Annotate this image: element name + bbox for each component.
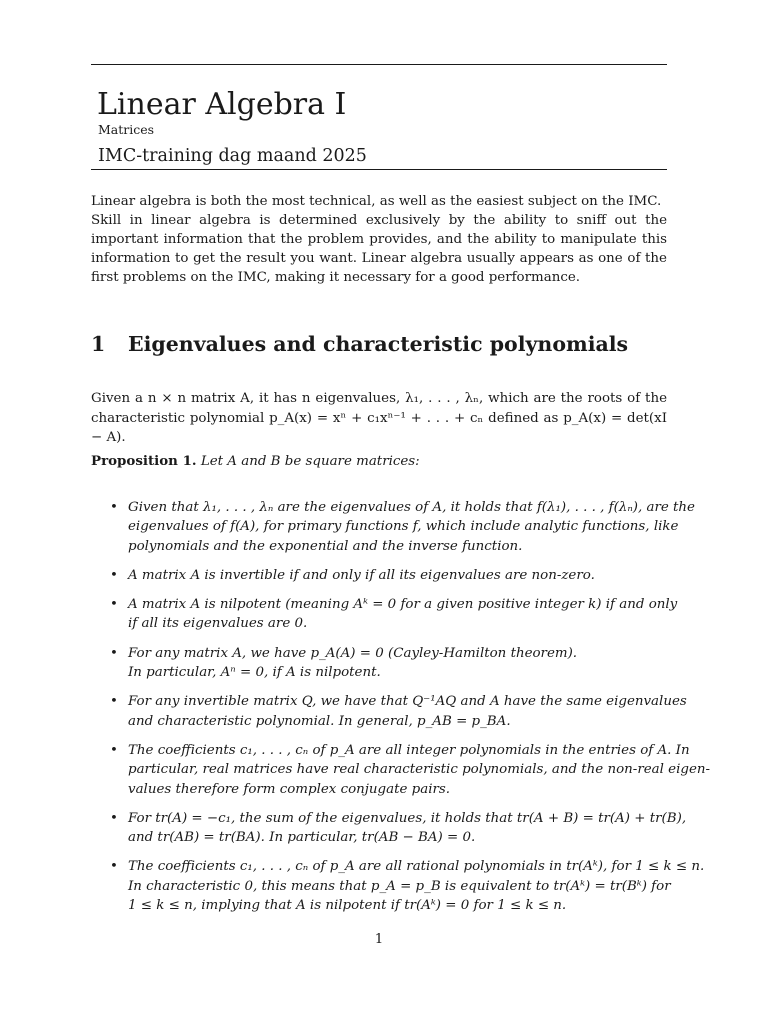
intro-line-1: Linear algebra is both the most technical, as well as the easiest subject on the IMC. — [91, 194, 662, 209]
bullet: • — [110, 597, 118, 613]
list-item-line: Given that λ₁, . . . , λₙ are the eigenvalues of A, it holds that f(λ₁), . . . , f(λₙ), are the — [128, 500, 695, 515]
list-item-line: For any invertible matrix Q, we have that Q⁻¹AQ and A have the same eigenvalues — [128, 694, 687, 710]
proposition-label: Proposition 1. — [91, 453, 197, 469]
list-item — [91, 857, 705, 915]
proposition — [91, 452, 667, 471]
page-number: 1 — [374, 932, 384, 947]
header-bottom-rule — [91, 169, 667, 170]
list-item-line: In particular, Aⁿ = 0, if A is nilpotent. — [128, 665, 381, 681]
event-line: IMC-training dag maand 2025 — [98, 146, 367, 166]
list-item-line: For tr(A) = −c₁, the sum of the eigenvalues, it holds that tr(A + B) = tr(A) + tr(B), — [128, 810, 687, 826]
list-item — [91, 595, 678, 634]
list-item — [91, 644, 667, 683]
list-item-line: particular, real matrices have real characteristic polynomials, and the non-real eigen- — [128, 762, 711, 778]
list-item-line: The coefficients c₁, . . . , cₙ of p_A are all integer polynomials in the entries of A. In — [128, 742, 690, 758]
list-item — [91, 809, 687, 848]
bullet: • — [110, 694, 118, 710]
list-item-line: if all its eigenvalues are 0. — [128, 616, 308, 632]
bullet: • — [110, 859, 118, 875]
intro-text — [91, 192, 667, 287]
list-item-line: The coefficients c₁, . . . , cₙ of p_A are all rational polynomials in tr(Aᵏ), for 1 ≤ k ≤ n. — [128, 859, 705, 875]
list-item-line: In characteristic 0, this means that p_A = p_B is equivalent to tr(Aᵏ) = tr(Bᵏ) for — [128, 878, 671, 894]
proposition-list — [91, 498, 711, 925]
bullet: • — [110, 567, 118, 583]
list-item — [91, 741, 711, 799]
document-title: Linear Algebra I — [97, 87, 347, 122]
section-title: Eigenvalues and characteristic polynomials — [128, 332, 629, 356]
bullet: • — [110, 645, 118, 661]
bullet: • — [110, 810, 118, 826]
list-item-line: eigenvalues of f(A), for primary functions f, which include analytic functions, like — [128, 519, 679, 535]
list-item-line: For any matrix A, we have p_A(A) = 0 (Cayley-Hamilton theorem). — [128, 645, 578, 661]
section-heading — [91, 330, 628, 358]
list-item-line: A matrix A is invertible if and only if all its eigenvalues are non-zero. — [128, 567, 595, 583]
proposition-statement: Let A and B be square matrices: — [200, 454, 420, 469]
list-item — [91, 566, 667, 585]
intro-paragraph: Skill in linear algebra is determined exclusively by the ability to sniff out the important information that the problem provides, and the ability to manipulate this information to get the result you want. Linear algebra usually appears as one of the first problems on the IMC, making it necessary for a good performance. — [91, 213, 667, 285]
bullet: • — [110, 500, 118, 515]
list-item-line: 1 ≤ k ≤ n, implying that A is nilpotent if tr(Aᵏ) = 0 for 1 ≤ k ≤ n. — [128, 898, 567, 914]
section-number: 1 — [91, 332, 106, 356]
list-item-line: values therefore form complex conjugate pairs. — [128, 781, 451, 797]
list-item-line: polynomials and the exponential and the inverse function. — [128, 538, 523, 554]
list-item-line: and tr(AB) = tr(BA). In particular, tr(AB − BA) = 0. — [128, 830, 476, 846]
section-paragraph: Given a n × n matrix A, it has n eigenvalues, λ₁, . . . , λₙ, which are the roots of the characteristic polynomial p_A(x) = xⁿ + c₁xⁿ⁻¹ + . . . + cₙ defined as p_A(x) = det(xI − A). — [91, 391, 667, 445]
list-item-line: A matrix A is nilpotent (meaning Aᵏ = 0 for a given positive integer k) if and only — [128, 597, 678, 613]
list-item — [91, 498, 695, 556]
bullet: • — [110, 742, 118, 758]
list-item — [91, 692, 687, 731]
header-top-rule — [91, 64, 667, 65]
document-page — [91, 0, 711, 1024]
document-subtitle: Matrices — [98, 122, 155, 137]
list-item-line: and characteristic polynomial. In general, p_AB = p_BA. — [128, 713, 511, 729]
